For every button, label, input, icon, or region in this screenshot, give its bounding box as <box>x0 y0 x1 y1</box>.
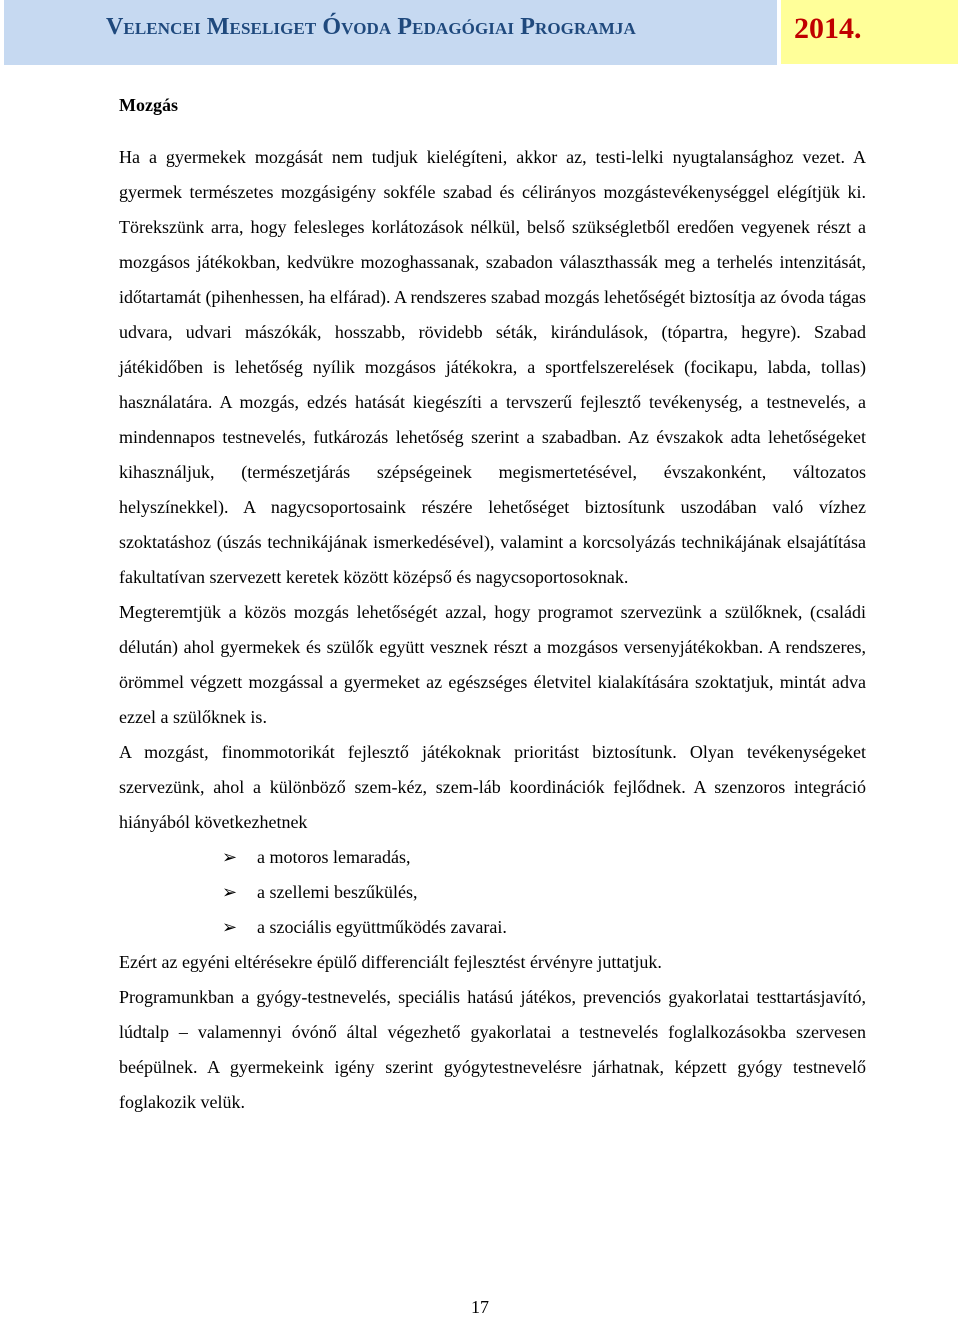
bullet-text: a motoros lemaradás, <box>257 847 411 867</box>
bullet-item <box>222 840 866 875</box>
arrow-bullet-icon: ➢ <box>222 847 238 868</box>
section-heading: Mozgás <box>119 95 178 115</box>
bullet-list <box>119 840 866 945</box>
page-body <box>119 88 866 1120</box>
document-title: Velencei Meseliget Óvoda Pedagógiai Programja <box>106 14 636 40</box>
paragraph: A mozgást, finommotorikát fejlesztő játékoknak prioritást biztosítunk. Olyan tevékenységeket szervezünk, ahol a különböző szem-kéz, szem-láb koordinációk fejlődnek. A szenzoros integráció hiányából következhetnek <box>119 742 866 832</box>
arrow-bullet-icon: ➢ <box>222 917 238 938</box>
page-number: 17 <box>471 1297 489 1317</box>
paragraph: Programunkban a gyógy-testnevelés, speciális hatású játékos, prevenciós gyakorlatai testtartásjavító, lúdtalp – valamennyi óvónő által végezhető gyakorlatai a testnevelés foglalkozásokba szervesen beépülnek. A gyermekeink igény szerint gyógytestnevelésre járhatnak, képzett gyógy testnevelő foglakozik velük. <box>119 987 866 1112</box>
bullet-text: a szellemi beszűkülés, <box>257 882 418 902</box>
arrow-bullet-icon: ➢ <box>222 882 238 903</box>
bullet-item <box>222 875 866 910</box>
paragraph: Megteremtjük a közös mozgás lehetőségét azzal, hogy programot szervezünk a szülőknek, (családi délután) ahol gyermekek és szülők együtt vesznek részt a mozgásos versenyjátékokban. A rendszeres, örömmel végzett mozgással a gyermeket az egészséges életvitel kialakítására szoktatjuk, mintát adva ezzel a szülőknek is. <box>119 602 866 727</box>
paragraph: Ha a gyermekek mozgását nem tudjuk kielégíteni, akkor az, testi-lelki nyugtalansághoz vezet. A gyermek természetes mozgásigény sokféle szabad és célirányos mozgástevékenységgel elégítjük ki. Törekszünk arra, hogy felesleges korlátozások nélkül, belső szükségletből eredően vegyenek részt a mozgásos játékokban, kedvükre mozoghassanak, szabadon választhassák meg a terhelés intenzitását, időtartamát (pihenhessen, ha elfárad). A rendszeres szabad mozgás lehetőségét biztosítja az óvoda tágas udvara, udvari mászókák, hosszabb, rövidebb séták, kirándulások, (tópartra, hegyre). Szabad játékidőben is lehetőség nyílik mozgásos játékokra, a sportfelszerelések (focikapu, labda, tollas) használatára. A mozgás, edzés hatását kiegészíti a tervszerű fejlesztő tevékenység, a testnevelés, a mindennapos testnevelés, futkározás lehetőség szerint a szabadban. Az évszakok adta lehetőségeket kihasználjuk, (természetjárás szépségeinek megismertetésével, évszakonként, változatos helyszínekkel). A nagycsoportosaink részére lehetőséget biztosítunk uszodában való vízhez szoktatáshoz (úszás technikájának ismerkedésével), valamint a korcsolyázás technikájának elsajátítása fakultatívan szervezett keretek között középső és nagycsoportosoknak. <box>119 147 866 587</box>
bullet-item <box>222 910 866 945</box>
bullet-text: a szociális együttműködés zavarai. <box>257 917 507 937</box>
document-year: 2014. <box>794 12 862 45</box>
page-header <box>0 0 960 66</box>
paragraph: Ezért az egyéni eltérésekre épülő differenciált fejlesztést érvényre juttatjuk. <box>119 952 662 972</box>
